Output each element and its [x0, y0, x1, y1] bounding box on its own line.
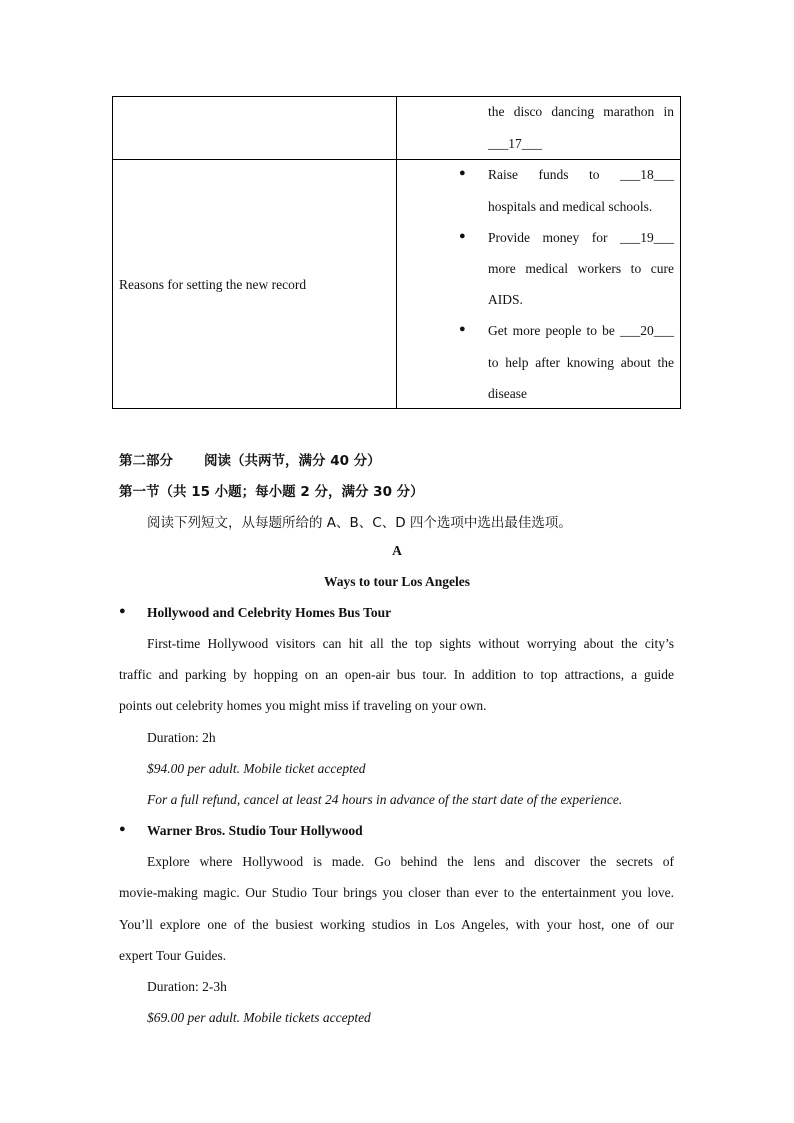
table-bullet1-line1 [488, 167, 674, 183]
tour-price: $69.00 per adult. Mobile tickets accepted [147, 1010, 371, 1025]
part-heading-b: 阅读（共两节，满分 40 分） [204, 453, 381, 469]
tour-price: $94.00 per adult. Mobile ticket accepted [147, 761, 366, 776]
table-bullet2-line1 [488, 230, 674, 246]
tour-body-line: Explore where Hollywood is made. Go behind the lens and discover the secrets of [147, 854, 674, 869]
tour-body-line: expert Tour Guides. [119, 948, 227, 963]
tour-duration: Duration: 2-3h [147, 979, 227, 994]
sub-heading: 第一节（共 15 小题；每小题 2 分，满分 30 分） [119, 484, 424, 500]
table-row2-label: Reasons for setting the new record [119, 277, 307, 292]
word: Provide [488, 230, 530, 245]
table-bullet2-line3: AIDS. [488, 292, 523, 307]
word: funds [538, 167, 569, 182]
bullet-icon: ● [119, 605, 126, 617]
table-bullet3-line2: to help after knowing about the [488, 355, 674, 370]
bullet-icon: ● [459, 323, 466, 335]
bullet-icon: ● [459, 167, 466, 179]
tour-body-line: movie-making magic. Our Studio Tour brings you closer than ever to the entertainment you love. [119, 885, 674, 900]
passage-title: Ways to tour Los Angeles [323, 574, 470, 589]
instruction: 阅读下列短文，从每题所给的 A、B、C、D 四个选项中选出最佳选项。 [147, 515, 572, 531]
part-heading-a: 第二部分 [119, 453, 173, 469]
word: to [588, 167, 600, 182]
tour-refund-policy: For a full refund, cancel at least 24 hours in advance of the start date of the experience. [147, 792, 623, 807]
tour-name: Hollywood and Celebrity Homes Bus Tour [147, 605, 392, 620]
table-bullet3-line3: disease [488, 386, 527, 401]
table-bullet2-line2: more medical workers to cure [488, 261, 674, 276]
bullet-icon: ● [119, 823, 126, 835]
tour-body-line: points out celebrity homes you might miss if traveling on your own. [119, 698, 487, 713]
word: ___19___ [620, 230, 674, 245]
table-bullet3-line1: Get more people to be ___20___ [488, 323, 674, 338]
word: Raise [488, 167, 518, 182]
table-row1-text-line1: the disco dancing marathon in [488, 104, 674, 119]
table-border-right [680, 96, 681, 409]
table-row1-text-line2: ___17___ [488, 136, 542, 151]
tour-body-line: You’ll explore one of the busiest working studios in Los Angeles, with your host, one of our [119, 917, 674, 932]
word: for [591, 230, 608, 245]
tour-body-line: traffic and parking by hopping on an open-air bus tour. In addition to top attractions, a guide [119, 667, 674, 682]
tour-body-line: First-time Hollywood visitors can hit all the top sights without worrying about the city’s [147, 636, 674, 651]
tour-duration: Duration: 2h [147, 730, 216, 745]
word: money [542, 230, 580, 245]
table-border-left [112, 96, 113, 409]
table-border-divider [396, 96, 397, 409]
table-bullet1-line2: hospitals and medical schools. [488, 199, 653, 214]
tour-name: Warner Bros. Studio Tour Hollywood [147, 823, 363, 838]
word: ___18___ [619, 167, 674, 182]
passage-letter: A [392, 543, 402, 558]
bullet-icon: ● [459, 230, 466, 242]
